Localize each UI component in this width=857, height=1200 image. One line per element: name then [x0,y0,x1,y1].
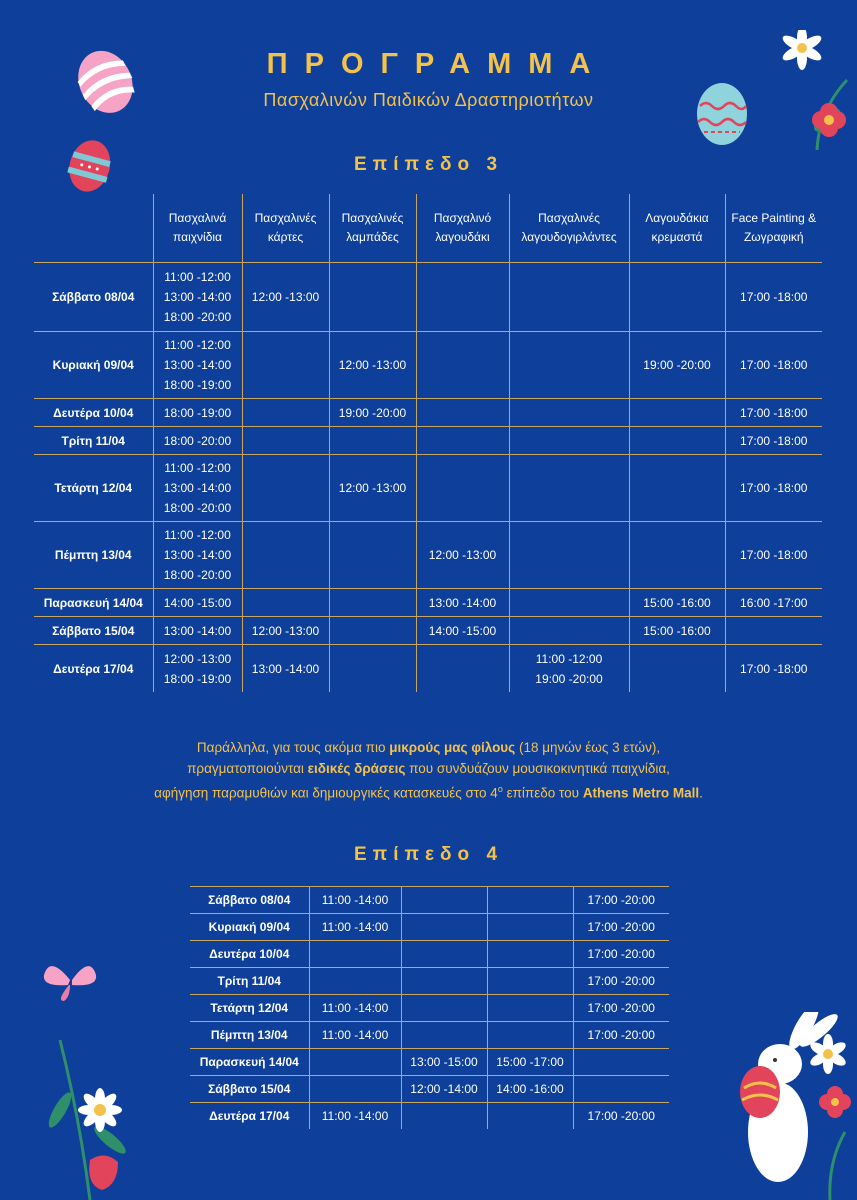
time-cell: 17:00 -18:00 [725,455,822,522]
time-cell: 19:00 -20:00 [629,332,725,399]
day-cell: Σάββατο 15/04 [190,1076,309,1103]
time-cell: 17:00 -18:00 [725,263,822,332]
time-cell [416,645,509,693]
column-header: Πασχαλινά παιχνίδια [153,194,242,263]
time-cell [509,263,629,332]
day-cell: Σάββατο 08/04 [34,263,153,332]
time-cell [242,332,329,399]
day-cell: Πέμπτη 13/04 [34,522,153,589]
info-paragraph: Παράλληλα, για τους ακόμα πιο μικρούς μας φίλους (18 μηνών έως 3 ετών), πραγματοποιούνται ειδικές δράσεις που συνδυάζουν μουσικοκινητικά παιχνίδια, αφήγηση παραμυθιών και δημιουργικές κατασκευές στο $4^o$ επίπεδο του Athens Metro Mall. [154,740,703,801]
level-3-schedule-table [34,194,822,692]
time-cell [509,427,629,455]
time-cell [573,1076,669,1103]
time-cell: 11:00 -12:00 13:00 -14:00 18:00 -20:00 [153,263,242,332]
time-cell [401,887,487,914]
time-cell: 15:00 -16:00 [629,617,725,645]
day-cell: Τρίτη 11/04 [190,968,309,995]
time-cell: 14:00 -15:00 [153,589,242,617]
table-row [190,968,669,995]
time-cell: 11:00 -14:00 [309,914,401,941]
time-cell: 11:00 -12:00 13:00 -14:00 18:00 -20:00 [153,522,242,589]
time-cell [487,1022,573,1049]
column-header: Πασχαλινές λαγουδογιρλάντες [509,194,629,263]
time-cell: 15:00 -17:00 [487,1049,573,1076]
table-row [190,995,669,1022]
time-cell: 18:00 -19:00 [153,399,242,427]
time-cell [242,589,329,617]
column-header [34,194,153,263]
column-header: Πασχαλινό λαγουδάκι [416,194,509,263]
level-4-title: Επίπεδο 4 [353,844,504,865]
time-cell [401,914,487,941]
time-cell: 12:00 -13:00 [329,332,416,399]
time-cell: 18:00 -20:00 [153,427,242,455]
time-cell [509,522,629,589]
page-title: ΠΡΟΓΡΑΜΜΑ [266,48,608,80]
time-cell [573,1049,669,1076]
table-row [34,522,822,589]
time-cell: 12:00 -13:00 [416,522,509,589]
time-cell: 17:00 -20:00 [573,1103,669,1130]
day-cell: Δευτέρα 17/04 [190,1103,309,1130]
time-cell [509,332,629,399]
level-3-title: Επίπεδο 3 [353,154,504,175]
time-cell: 17:00 -18:00 [725,427,822,455]
table-row [34,263,822,332]
time-cell [629,645,725,693]
time-cell [329,263,416,332]
time-cell [487,887,573,914]
time-cell [242,455,329,522]
time-cell [416,332,509,399]
time-cell: 12:00 -13:00 18:00 -19:00 [153,645,242,693]
level-4-schedule-table [190,886,669,1129]
time-cell: 19:00 -20:00 [329,399,416,427]
bunny-with-egg-icon [720,1012,857,1200]
time-cell: 11:00 -14:00 [309,1103,401,1130]
time-cell: 14:00 -15:00 [416,617,509,645]
table-row [190,1076,669,1103]
day-cell: Παρασκευή 14/04 [34,589,153,617]
time-cell: 12:00 -13:00 [329,455,416,522]
time-cell: 11:00 -14:00 [309,887,401,914]
table-row [34,427,822,455]
time-cell [509,589,629,617]
time-cell [509,399,629,427]
time-cell [487,968,573,995]
time-cell: 14:00 -16:00 [487,1076,573,1103]
day-cell: Τετάρτη 12/04 [190,995,309,1022]
time-cell: 16:00 -17:00 [725,589,822,617]
day-cell: Κυριακή 09/04 [190,914,309,941]
time-cell [329,522,416,589]
column-header: Πασχαλινές κάρτες [242,194,329,263]
time-cell: 17:00 -20:00 [573,887,669,914]
day-cell: Πέμπτη 13/04 [190,1022,309,1049]
butterfly-icon [40,955,100,1005]
time-cell [401,1103,487,1130]
time-cell [309,941,401,968]
time-cell [416,455,509,522]
time-cell: 17:00 -20:00 [573,1022,669,1049]
column-header: Face Painting & Ζωγραφική [725,194,822,263]
table-row [34,589,822,617]
table-row [190,887,669,914]
time-cell: 17:00 -18:00 [725,332,822,399]
day-cell: Τρίτη 11/04 [34,427,153,455]
time-cell: 11:00 -14:00 [309,1022,401,1049]
table-row [190,1103,669,1130]
time-cell [401,941,487,968]
table-row [34,399,822,427]
day-cell: Δευτέρα 17/04 [34,645,153,693]
time-cell [309,968,401,995]
time-cell: 13:00 -14:00 [153,617,242,645]
time-cell [487,995,573,1022]
time-cell: 17:00 -20:00 [573,968,669,995]
day-cell: Κυριακή 09/04 [34,332,153,399]
time-cell: 12:00 -13:00 [242,263,329,332]
day-cell: Δευτέρα 10/04 [190,941,309,968]
time-cell [242,427,329,455]
table-row [34,332,822,399]
time-cell: 12:00 -14:00 [401,1076,487,1103]
table-header-row [34,194,822,263]
day-cell: Δευτέρα 10/04 [34,399,153,427]
time-cell: 17:00 -20:00 [573,995,669,1022]
time-cell: 13:00 -14:00 [416,589,509,617]
time-cell: 17:00 -20:00 [573,941,669,968]
time-cell: 17:00 -18:00 [725,645,822,693]
time-cell [309,1076,401,1103]
column-header: Πασχαλινές λαμπάδες [329,194,416,263]
time-cell: 11:00 -12:00 19:00 -20:00 [509,645,629,693]
day-cell: Σάββατο 15/04 [34,617,153,645]
time-cell: 13:00 -14:00 [242,645,329,693]
table-row [190,941,669,968]
time-cell [329,617,416,645]
time-cell: 13:00 -15:00 [401,1049,487,1076]
blue-easter-egg-icon [692,78,752,148]
time-cell: 17:00 -18:00 [725,522,822,589]
time-cell [725,617,822,645]
day-cell: Σάββατο 08/04 [190,887,309,914]
time-cell [401,995,487,1022]
time-cell [509,617,629,645]
time-cell: 17:00 -20:00 [573,914,669,941]
time-cell [329,645,416,693]
time-cell [629,399,725,427]
time-cell: 11:00 -12:00 13:00 -14:00 18:00 -20:00 [153,455,242,522]
table-row [190,1022,669,1049]
time-cell: 17:00 -18:00 [725,399,822,427]
time-cell [629,522,725,589]
time-cell [329,427,416,455]
time-cell: 11:00 -12:00 13:00 -14:00 18:00 -19:00 [153,332,242,399]
table-row [34,455,822,522]
time-cell [401,968,487,995]
time-cell [242,522,329,589]
time-cell [629,427,725,455]
column-header: Λαγουδάκια κρεμαστά [629,194,725,263]
time-cell [416,263,509,332]
time-cell [416,427,509,455]
time-cell [629,263,725,332]
time-cell: 11:00 -14:00 [309,995,401,1022]
day-cell: Παρασκευή 14/04 [190,1049,309,1076]
time-cell [487,914,573,941]
table-row [190,1049,669,1076]
time-cell [401,1022,487,1049]
time-cell [509,455,629,522]
table-row [34,645,822,693]
day-cell: Τετάρτη 12/04 [34,455,153,522]
daisy-icon [30,1000,140,1200]
time-cell [309,1049,401,1076]
page-subtitle: Πασχαλινών Παιδικών Δραστηριοτήτων [263,90,594,110]
time-cell [416,399,509,427]
time-cell: 15:00 -16:00 [629,589,725,617]
time-cell [487,941,573,968]
time-cell [242,399,329,427]
table-row [34,617,822,645]
table-row [190,914,669,941]
time-cell: 12:00 -13:00 [242,617,329,645]
time-cell [329,589,416,617]
time-cell [487,1103,573,1130]
time-cell [629,455,725,522]
